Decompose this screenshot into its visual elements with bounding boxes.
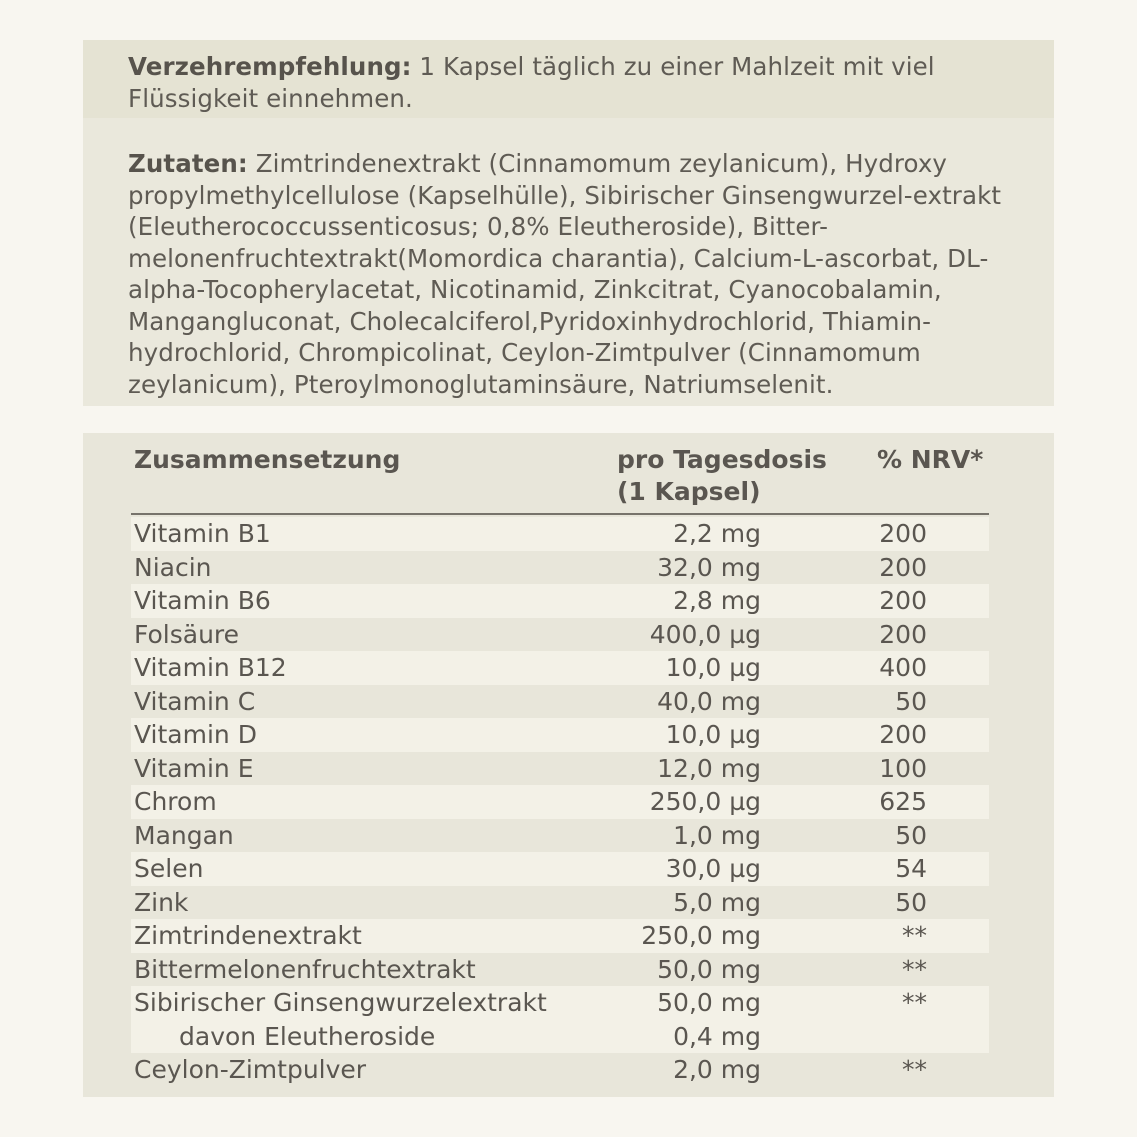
row-name: Ceylon-Zimtpulver [134, 1055, 367, 1084]
row-name: Chrom [134, 787, 217, 816]
nutrition-table [131, 517, 989, 1087]
dosage-text: 1 Kapsel täglich zu einer Mahlzeit mit viel Flüssigkeit einnehmen. [128, 52, 935, 113]
row-name: Selen [134, 854, 204, 883]
row-name: Vitamin D [134, 720, 257, 749]
info-panel [83, 40, 1054, 406]
row-name: Vitamin C [134, 686, 256, 716]
row-amount: 10,0 µg [665, 720, 761, 749]
row-nrv: 200 [879, 519, 927, 548]
row-nrv: 50 [895, 820, 927, 850]
row-name: Zink [134, 887, 189, 917]
table-row [131, 852, 989, 886]
ingredients-label: Zutaten: [128, 149, 248, 178]
table-row [131, 685, 989, 719]
row-amount: 5,0 mg [673, 887, 761, 917]
row-nrv: ** [902, 988, 927, 1017]
dosage-recommendation [128, 51, 1033, 114]
row-name: Mangan [134, 820, 234, 850]
row-nrv: 54 [895, 854, 927, 883]
row-amount: 12,0 mg [657, 753, 761, 783]
row-name: Vitamin E [134, 753, 254, 783]
ingredients-text: Zimtrindenextrakt (Cinnamomum zeylanicum), Hydroxy propylmethylcellulose (Kapselhülle), Sibirischer Ginsengwurzel-extrakt (Eleutherococcussenticosus; 0,8% Eleutheroside), Bitter-melonenfruchtextrakt(Momordica charantia), Calcium-L-ascorbat, DL-alpha-Tocopherylacetat, Nicotinamid, Zinkcitrat, Cyanocobalamin, Mangangluconat, Cholecalciferol,Pyridoxinhydrochlorid, Thiamin-hydrochlorid, Chrompicolinat, Ceylon-Zimtpulver (Cinnamomum zeylanicum), Pteroylmonoglutaminsäure, Natriumselenit. [128, 149, 1002, 399]
row-name: Vitamin B1 [134, 519, 271, 548]
table-row [131, 1020, 989, 1054]
table-row [131, 886, 989, 920]
row-amount: 2,8 mg [673, 586, 761, 615]
row-nrv: 50 [895, 887, 927, 917]
dosage-label: Verzehrempfehlung: [128, 52, 412, 81]
table-row [131, 618, 989, 652]
row-nrv: 200 [879, 552, 927, 582]
row-nrv: ** [902, 1055, 927, 1084]
table-row [131, 919, 989, 953]
row-amount: 50,0 mg [657, 988, 761, 1017]
row-nrv: 100 [879, 753, 927, 783]
table-row [131, 752, 989, 786]
row-amount: 0,4 mg [673, 1021, 761, 1051]
table-row [131, 517, 989, 551]
header-composition: Zusammensetzung [134, 445, 401, 474]
row-nrv: 400 [879, 653, 927, 682]
row-name: Zimtrindenextrakt [134, 921, 362, 950]
row-nrv: 200 [879, 720, 927, 749]
table-row [131, 584, 989, 618]
row-nrv: ** [902, 921, 927, 950]
row-amount: 250,0 mg [641, 921, 761, 950]
row-amount: 10,0 µg [665, 653, 761, 682]
row-amount: 2,2 mg [673, 519, 761, 548]
header-divider [131, 513, 989, 515]
table-row [131, 1053, 989, 1087]
row-name: davon Eleutheroside [179, 1021, 436, 1051]
row-amount: 1,0 mg [673, 820, 761, 850]
row-name: Niacin [134, 552, 212, 582]
row-nrv: ** [902, 954, 927, 984]
row-nrv: 200 [879, 586, 927, 615]
row-amount: 32,0 mg [657, 552, 761, 582]
row-amount: 2,0 mg [673, 1055, 761, 1084]
row-amount: 30,0 µg [665, 854, 761, 883]
table-row [131, 819, 989, 853]
row-nrv: 200 [879, 619, 927, 649]
row-amount: 250,0 µg [649, 787, 761, 816]
table-row [131, 551, 989, 585]
header-dose-line1: pro Tagesdosis [617, 445, 827, 474]
nutrition-table-panel [83, 433, 1054, 1097]
table-row [131, 986, 989, 1020]
header-daily-dose [617, 444, 827, 508]
row-name: Bittermelonenfruchtextrakt [134, 954, 476, 984]
row-name: Vitamin B12 [134, 653, 287, 682]
table-row [131, 785, 989, 819]
row-nrv: 625 [879, 787, 927, 816]
row-nrv: 50 [895, 686, 927, 716]
table-row [131, 953, 989, 987]
row-amount: 50,0 mg [657, 954, 761, 984]
row-amount: 40,0 mg [657, 686, 761, 716]
table-row [131, 718, 989, 752]
row-name: Sibirischer Ginsengwurzelextrakt [134, 988, 547, 1017]
ingredients-list [128, 148, 1033, 400]
table-row [131, 651, 989, 685]
row-name: Vitamin B6 [134, 586, 271, 615]
header-dose-line2: (1 Kapsel) [617, 477, 761, 506]
row-amount: 400,0 µg [649, 619, 761, 649]
row-name: Folsäure [134, 619, 240, 649]
header-nrv: % NRV* [877, 445, 984, 474]
